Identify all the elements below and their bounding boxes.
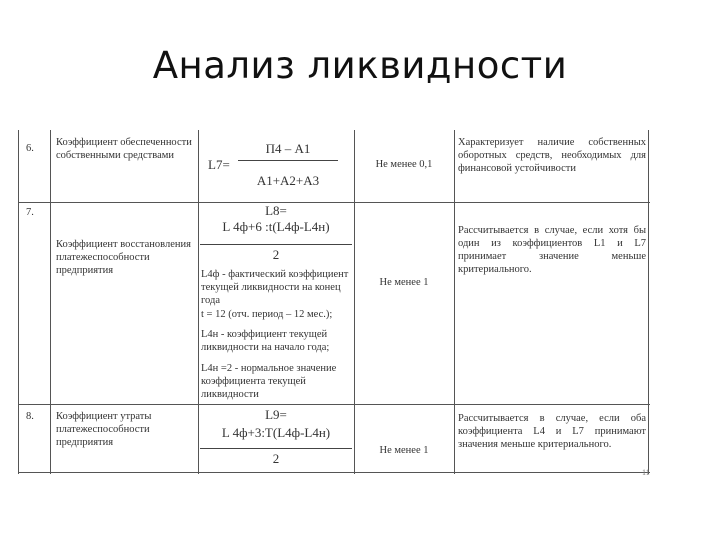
indicator-name: Коэффициент обеспеченности собственными средствами: [56, 137, 192, 161]
norm-value: Не менее 0,1: [375, 159, 433, 170]
formula-note: L4н - коэффициент текущей ликвидности на начало года;: [201, 329, 330, 353]
formula-denominator: 2: [272, 451, 280, 466]
table-border-bottom: [18, 472, 650, 473]
indicator-name: Коэффициент восстановления платежеспособности предприятия: [56, 239, 191, 276]
page-mark: 11: [642, 468, 650, 477]
indicator-name: Коэффициент утраты платежеспособности предприятия: [56, 411, 152, 448]
row-number: 7.: [26, 207, 34, 218]
table-border-right: [648, 130, 649, 474]
fraction-bar: [238, 160, 338, 161]
formula-label: L9=: [265, 407, 287, 422]
formula-note: L4н =2 - нормальное значение коэффициента текущей ликвидности: [201, 363, 337, 400]
column-divider: [454, 130, 455, 474]
formula-numerator: П4 – А1: [265, 141, 311, 156]
formula-numerator: L 4ф+6 :t(L4ф-L4н): [222, 219, 330, 234]
column-divider: [198, 130, 199, 474]
indicator-description: Рассчитывается в случае, если оба коэффициента L4 и L7 принимают значения меньше критериального.: [458, 413, 646, 450]
formula-label: L8=: [265, 203, 287, 218]
formula-note: t = 12 (отч. период – 12 мес.);: [201, 309, 333, 320]
row-number: 8.: [26, 411, 34, 422]
formula-numerator: L 4ф+3:Т(L4ф-L4н): [221, 425, 331, 440]
formula-denominator: 2: [272, 247, 280, 262]
formula-denominator: А1+А2+А3: [256, 173, 320, 188]
row-number: 6.: [26, 143, 34, 154]
row-divider: [18, 404, 650, 405]
formula-note: L4ф - фактический коэффициент текущей ликвидности на конец года: [201, 269, 349, 306]
formula-label: L7=: [208, 157, 230, 172]
column-divider: [354, 130, 355, 474]
norm-value: Не менее 1: [379, 445, 429, 456]
indicator-description: Характеризует наличие собственных оборотных средств, необходимых для финансовой устойчивости: [458, 137, 646, 174]
norm-value: Не менее 1: [379, 277, 429, 288]
fraction-bar: [200, 448, 352, 449]
liquidity-table: [18, 130, 650, 474]
row-divider: [18, 202, 650, 203]
fraction-bar: [200, 244, 352, 245]
slide-title: Анализ ликвидности: [152, 44, 568, 87]
indicator-description: Рассчитывается в случае, если хотя бы один из коэффициентов L1 и L7 принимает значение меньше критериального.: [458, 225, 646, 275]
column-divider: [50, 130, 51, 474]
table-border-left: [18, 130, 19, 474]
